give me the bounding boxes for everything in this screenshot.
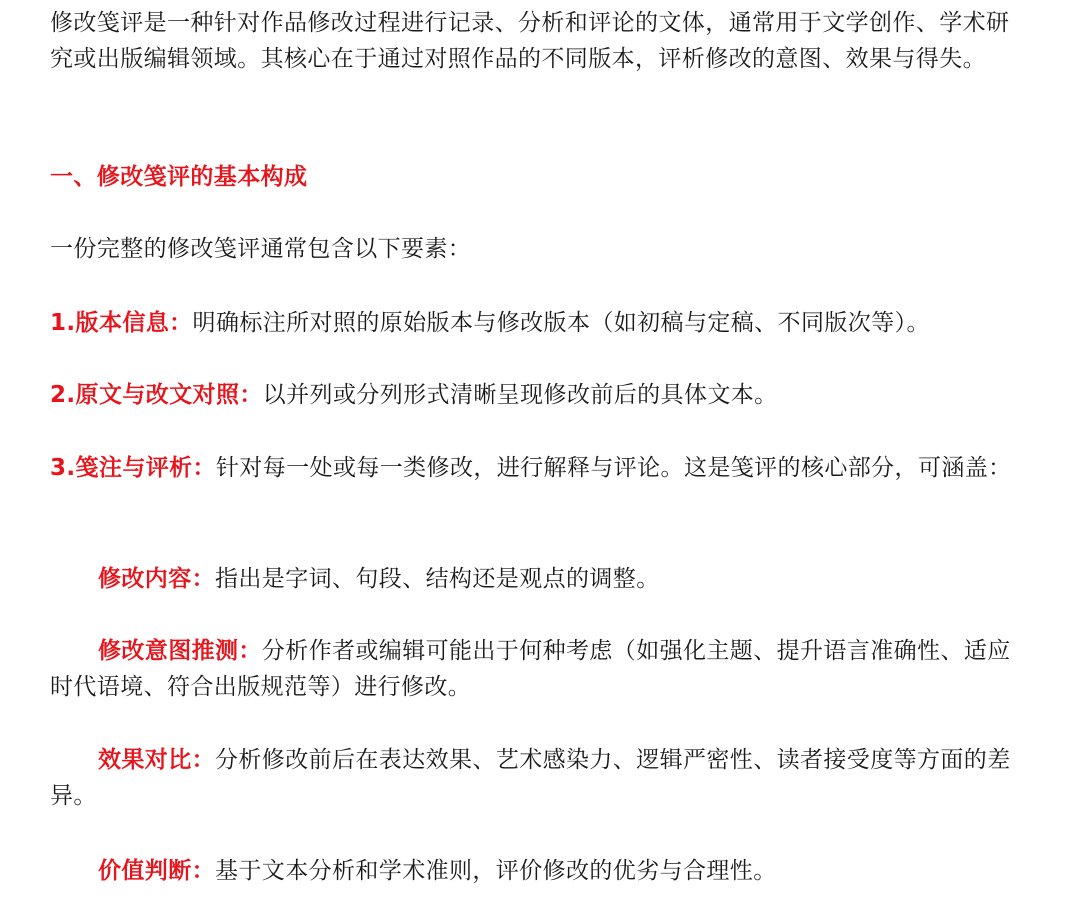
sub-item [50,853,1015,889]
list-item [50,305,1015,341]
item-text: 明确标注所对照的原始版本与修改版本（如初稿与定稿、不同版次等）。 [192,310,930,336]
intro-paragraph: 修改笺评是一种针对作品修改过程进行记录、分析和评论的文体，通常用于文学创作、学术研究或出版编辑领域。其核心在于通过对照作品的不同版本，评析修改的意图、效果与得失。 [50,10,1010,72]
item-text: 以并列或分列形式清晰呈现修改前后的具体文本。 [262,382,778,408]
lead-paragraph: 一份完整的修改笺评通常包含以下要素： [50,236,472,262]
sub-item-text: 分析作者或编辑可能出于何种考虑（如强化主题、提升语言准确性、适应时代语境、符合出版规范等）进行修改。 [50,638,1011,700]
item-label: 2.原文与改文对照： [50,382,263,408]
sub-item-label: 价值判断： [98,858,215,884]
item-label: 3.笺注与评析： [50,455,216,481]
sub-item-label: 修改意图推测： [98,638,262,664]
sub-item [50,561,1015,597]
sub-item-text: 分析修改前后在表达效果、艺术感染力、逻辑严密性、读者接受度等方面的差异。 [50,747,1011,809]
sub-item [50,633,1015,705]
section-heading: 一、修改笺评的基本构成 [50,164,308,190]
sub-item-text: 指出是字词、句段、结构还是观点的调整。 [215,566,660,592]
item-label: 1.版本信息： [50,310,193,336]
sub-item-label: 修改内容： [98,566,215,592]
sub-item-text: 基于文本分析和学术准则，评价修改的优劣与合理性。 [215,858,777,884]
sub-item [50,742,1015,814]
sub-item-label: 效果对比： [98,747,215,773]
item-text: 针对每一处或每一类修改，进行解释与评论。这是笺评的核心部分，可涵盖： [215,455,1012,481]
list-item [50,377,1015,413]
list-item [50,450,1015,486]
